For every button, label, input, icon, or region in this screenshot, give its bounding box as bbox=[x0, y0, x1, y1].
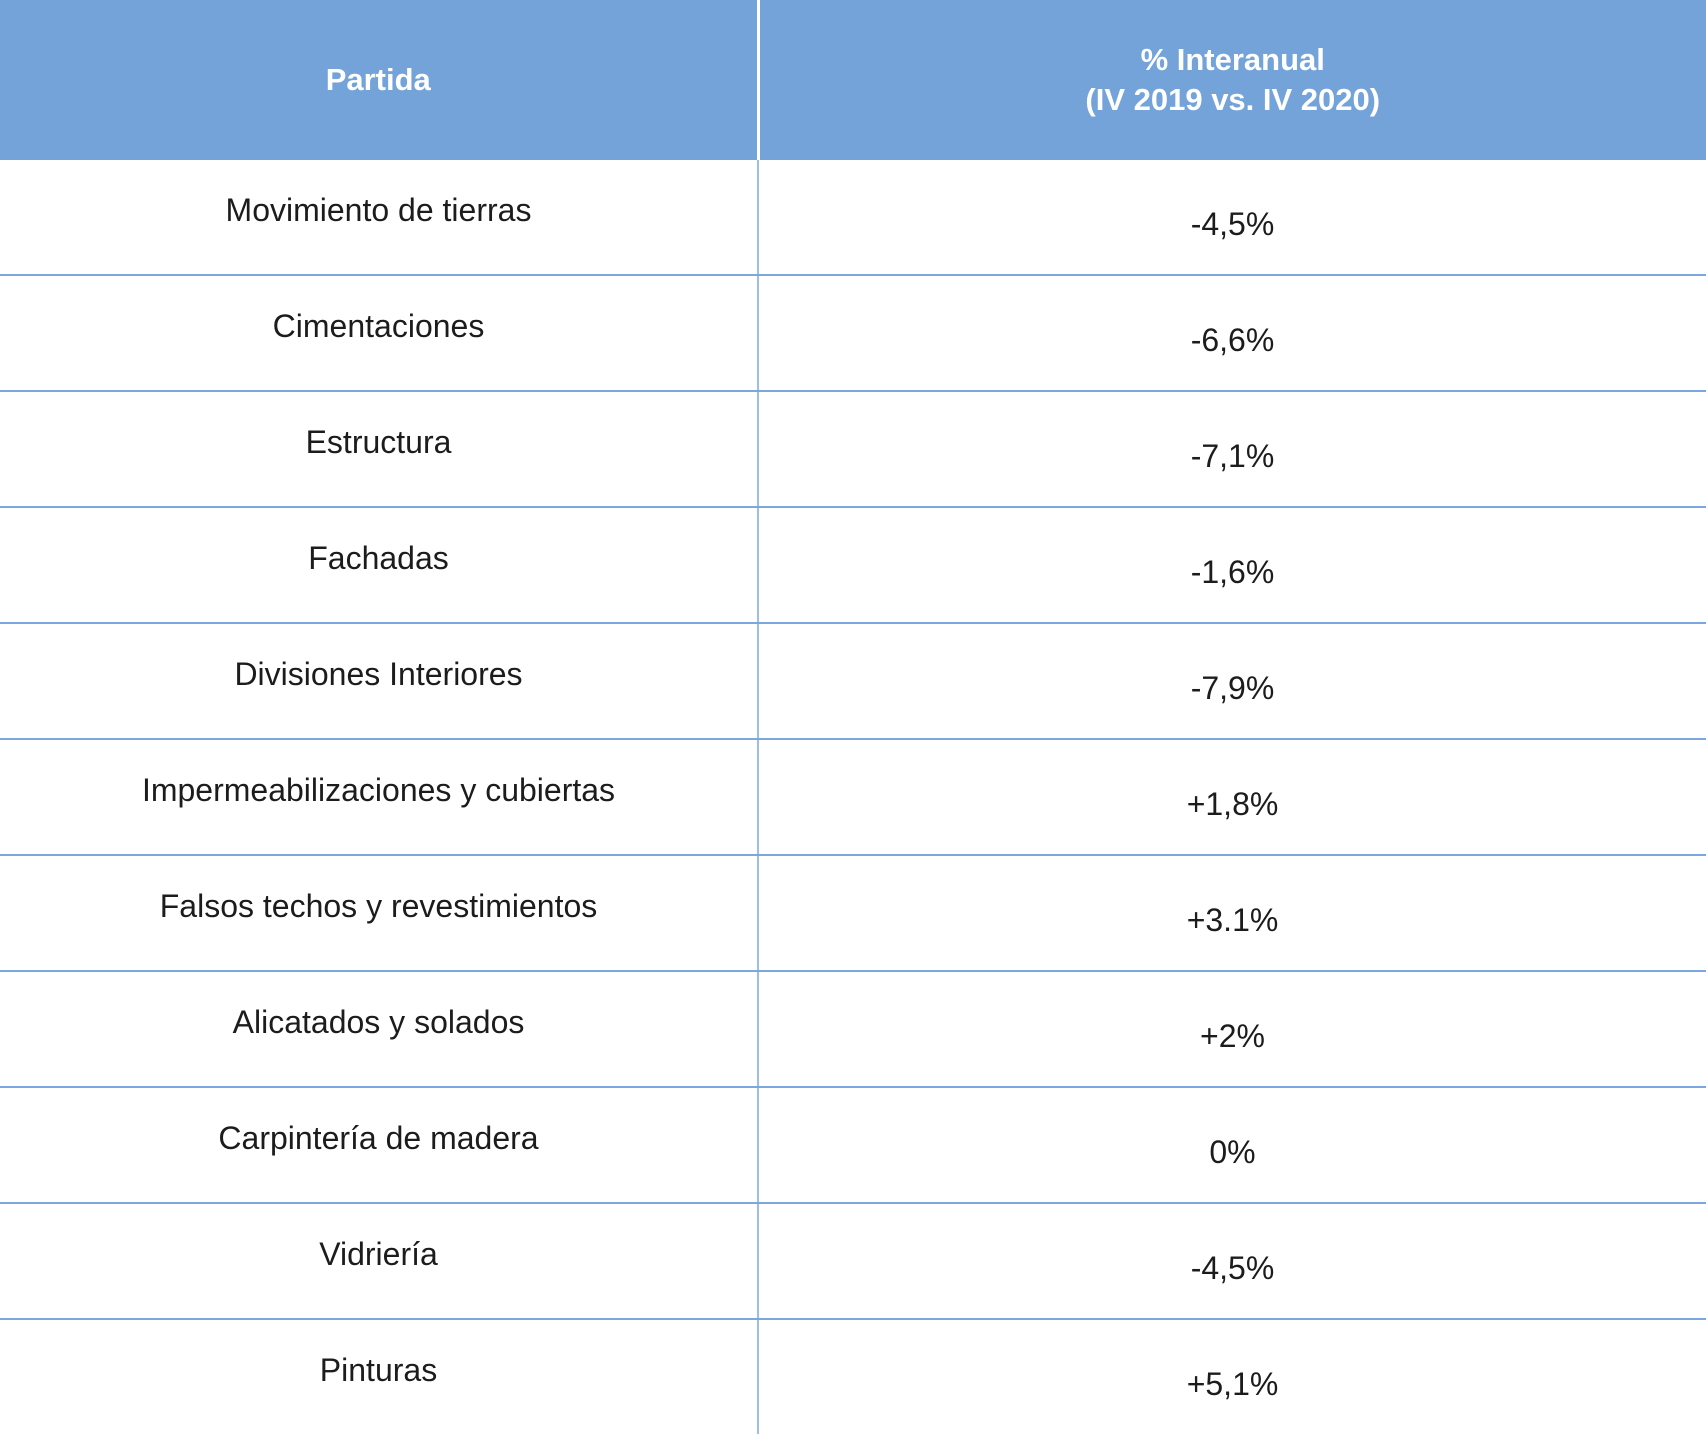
cell-interannual: -7,9% bbox=[758, 623, 1706, 739]
table-row bbox=[0, 1087, 1706, 1203]
column-header-interannual-line2: (IV 2019 vs. IV 2020) bbox=[1085, 82, 1381, 117]
cell-interannual: -6,6% bbox=[758, 275, 1706, 391]
cell-interannual: -7,1% bbox=[758, 391, 1706, 507]
table-row bbox=[0, 391, 1706, 507]
cell-partida: Movimiento de tierras bbox=[0, 160, 758, 275]
cell-interannual: -4,5% bbox=[758, 160, 1706, 275]
cell-partida: Carpintería de madera bbox=[0, 1087, 758, 1203]
cell-interannual: -4,5% bbox=[758, 1203, 1706, 1319]
table-row bbox=[0, 275, 1706, 391]
cell-interannual: -1,6% bbox=[758, 507, 1706, 623]
cell-partida: Impermeabilizaciones y cubiertas bbox=[0, 739, 758, 855]
table-row bbox=[0, 623, 1706, 739]
column-header-partida: Partida bbox=[0, 0, 758, 160]
cell-interannual: +2% bbox=[758, 971, 1706, 1087]
table-row bbox=[0, 739, 1706, 855]
table-row bbox=[0, 855, 1706, 971]
table-row bbox=[0, 971, 1706, 1087]
table-header-row bbox=[0, 0, 1706, 160]
table-row bbox=[0, 1319, 1706, 1434]
table-header bbox=[0, 0, 1706, 160]
table-row bbox=[0, 507, 1706, 623]
cell-partida: Pinturas bbox=[0, 1319, 758, 1434]
cell-partida: Vidriería bbox=[0, 1203, 758, 1319]
cell-interannual: +1,8% bbox=[758, 739, 1706, 855]
cell-partida: Cimentaciones bbox=[0, 275, 758, 391]
cell-partida: Alicatados y solados bbox=[0, 971, 758, 1087]
column-header-interannual bbox=[758, 0, 1706, 160]
cell-interannual: +5,1% bbox=[758, 1319, 1706, 1434]
cell-interannual: 0% bbox=[758, 1087, 1706, 1203]
table-body bbox=[0, 160, 1706, 1434]
cell-partida: Falsos techos y revestimientos bbox=[0, 855, 758, 971]
cell-partida: Fachadas bbox=[0, 507, 758, 623]
column-header-interannual-line1: % Interanual bbox=[1140, 42, 1325, 78]
table-row bbox=[0, 1203, 1706, 1319]
cell-interannual: +3.1% bbox=[758, 855, 1706, 971]
cell-partida: Estructura bbox=[0, 391, 758, 507]
table-row bbox=[0, 160, 1706, 275]
cell-partida: Divisiones Interiores bbox=[0, 623, 758, 739]
